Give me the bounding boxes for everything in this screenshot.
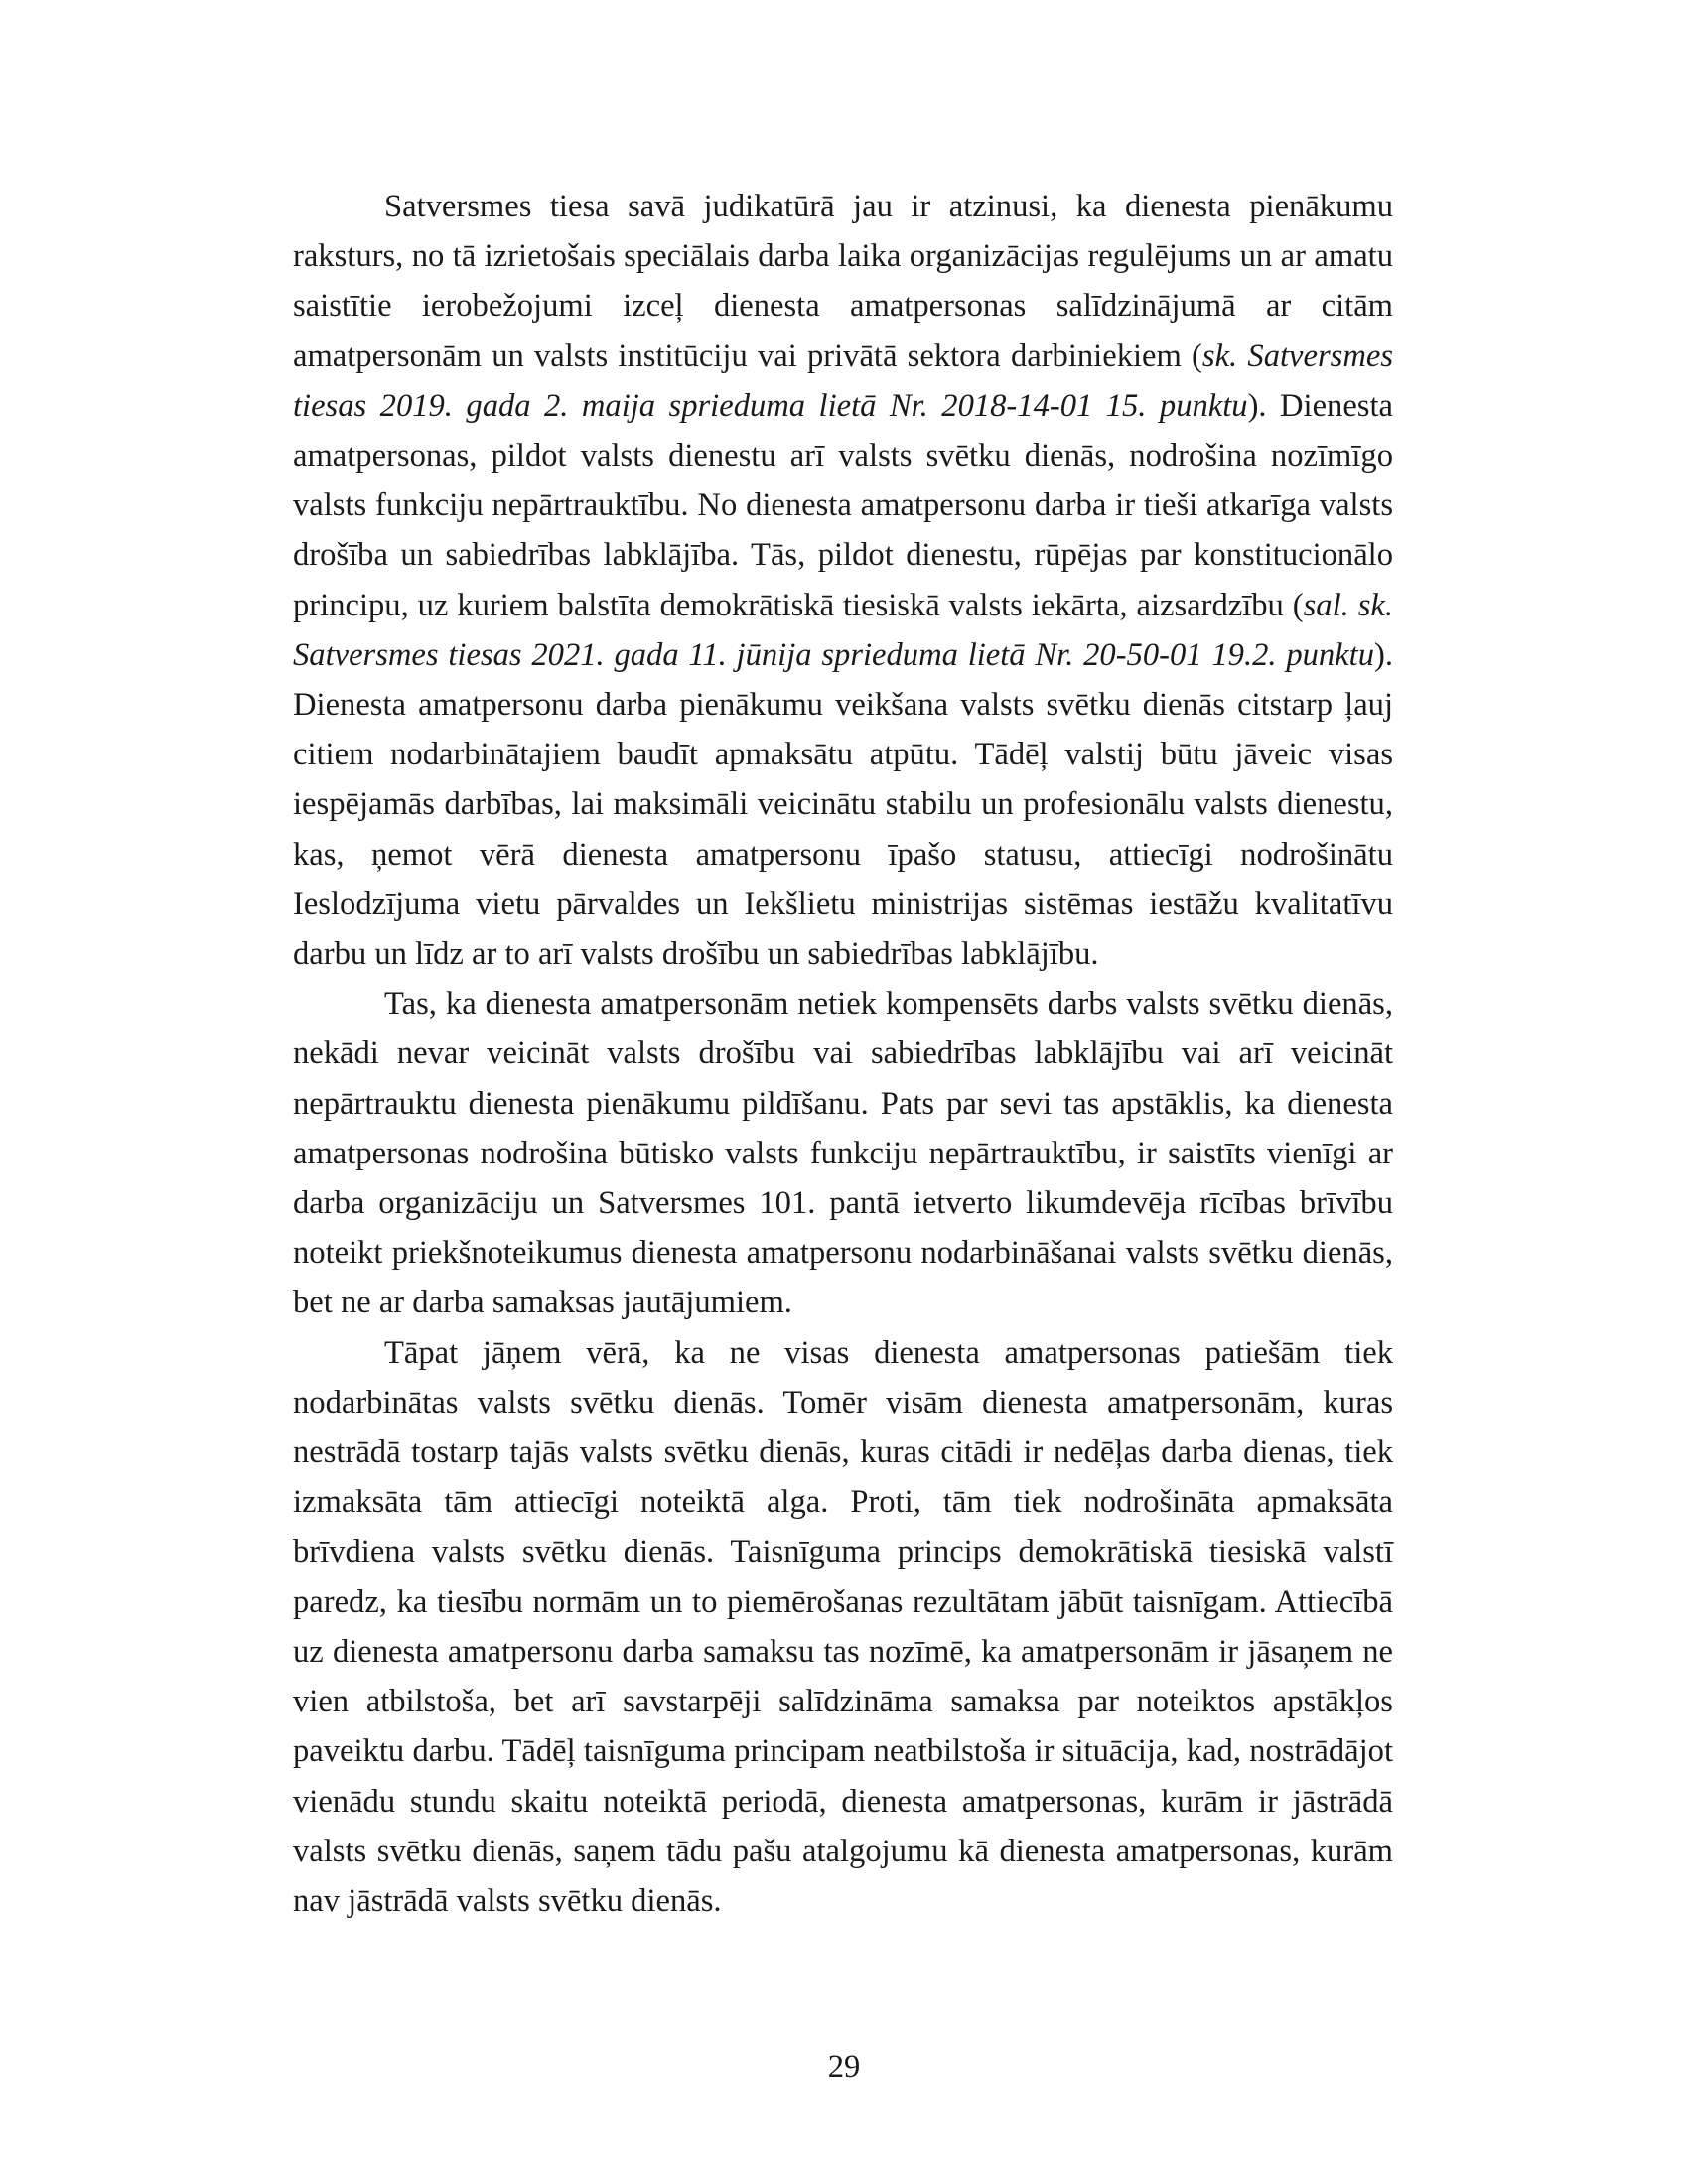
paragraph-1-text-cont: ). Dienesta amatpersonas, pildot valsts dienestu arī valsts svētku dienās, nodrošina nozīmīgo valsts funkciju nepārtrauktību. No dienesta amatpersonu darba ir tieši atkarīga valsts drošība un sabiedrības labklājība. Tās, pildot dienestu, rūpējas par konstitucionālo principu, uz kuriem balstīta demokrātiskā tiesiskā valsts iekārta, aizsardzību ( xyxy=(293,387,1393,623)
paragraph-1-text: Satversmes tiesa savā judikatūrā jau ir atzinusi, ka dienesta pienākumu raksturs, no tā izrietošais speciālais darba laika organizācijas regulējums un ar amatu saistītie ierobežojumi izceļ dienesta amatpersonas salīdzinājumā ar citām amatpersonām un valsts institūciju vai privātā sektora darbiniekiem ( xyxy=(293,189,1393,374)
citation-2021-judgment: sal. sk. Satversmes tiesas 2021. gada 11. jūnija sprieduma lietā Nr. 20-50-01 19.2. punktu xyxy=(293,587,1394,673)
paragraph-1-text-end: ). Dienesta amatpersonu darba pienākumu veikšana valsts svētku dienās citstarp ļauj citiem nodarbinātajiem baudīt apmaksātu atpūtu. Tādēļ valstij būtu jāveic visas iespējamās darbības, lai maksimāli veicinātu stabilu un profesionālu valsts dienestu, kas, ņemot vērā dienesta amatpersonu īpašo statusu, attiecīgi nodrošinātu Ieslodzījuma vietu pārvaldes un Iekšlietu ministrijas sistēmas iestāžu kvalitatīvu darbu un līdz ar to arī valsts drošību un sabiedrības labklājību. xyxy=(293,636,1393,973)
paragraph-1 xyxy=(293,182,1393,979)
paragraph-3-text: Tāpat jāņem vērā, ka ne visas dienesta amatpersonas patiešām tiek nodarbinātas valsts svētku dienās. Tomēr visām dienesta amatpersonām, kuras nestrādā tostarp tajās valsts svētku dienās, kuras citādi ir nedēļas darba dienas, tiek izmaksāta tām attiecīgi noteiktā alga. Proti, tām tiek nodrošināta apmaksāta brīvdiena valsts svētku dienās. Taisnīguma princips demokrātiskā tiesiskā valstī paredz, ka tiesību normām un to piemērošanas rezultātam jābūt taisnīgam. Attiecībā uz dienesta amatpersonu darba samaksu tas nozīmē, ka amatpersonām ir jāsaņem ne vien atbilstoša, bet arī savstarpēji salīdzināma samaksa par noteiktos apstākļos paveiktu darbu. Tādēļ taisnīguma principam neatbilstoša ir situācija, kad, nostrādājot vienādu stundu skaitu noteiktā periodā, dienesta amatpersonas, kurām ir jāstrādā valsts svētku dienās, saņem tādu pašu atalgojumu kā dienesta amatpersonas, kurām nav jāstrādā valsts svētku dienās. xyxy=(293,1334,1393,1919)
citation-2019-judgment: sk. Satversmes tiesas 2019. gada 2. maija sprieduma lietā Nr. 2018-14-01 15. punktu xyxy=(293,338,1393,424)
paragraph-2 xyxy=(293,979,1393,1327)
paragraph-3 xyxy=(293,1328,1393,1926)
document-body xyxy=(293,182,1393,1926)
page-number: 29 xyxy=(827,2049,861,2085)
paragraph-2-text: Tas, ka dienesta amatpersonām netiek kompensēts darbs valsts svētku dienās, nekādi nevar veicināt valsts drošību vai sabiedrības labklājību vai arī veicināt nepārtrauktu dienesta pienākumu pildīšanu. Pats par sevi tas apstāklis, ka dienesta amatpersonas nodrošina būtisko valsts funkciju nepārtrauktību, ir saistīts vienīgi ar darba organizāciju un Satversmes 101. pantā ietverto likumdevēja rīcības brīvību noteikt priekšnoteikumus dienesta amatpersonu nodarbināšanai valsts svētku dienās, bet ne ar darba samaksas jautājumiem. xyxy=(293,986,1393,1321)
